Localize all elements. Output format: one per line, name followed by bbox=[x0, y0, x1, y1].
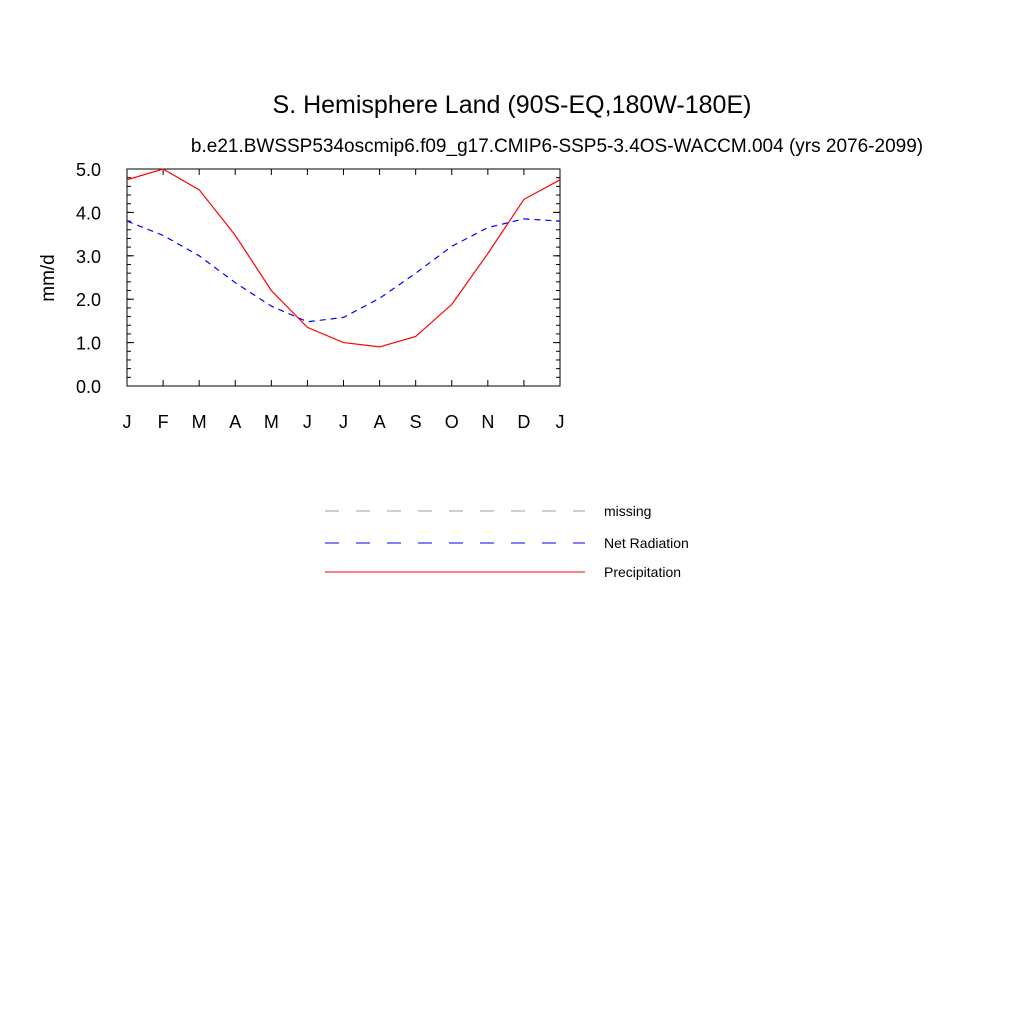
y-tick-label: 1.0 bbox=[75, 333, 101, 354]
x-tick-label: J bbox=[339, 412, 348, 432]
plot-frame bbox=[127, 169, 560, 386]
x-tick-label: J bbox=[302, 412, 312, 432]
series-line-precipitation bbox=[127, 169, 560, 347]
legend-label-precipitation: Precipitation bbox=[604, 564, 682, 580]
x-tick-label: O bbox=[444, 412, 459, 432]
x-tick-label: S bbox=[409, 412, 422, 432]
x-tick-label: N bbox=[481, 412, 495, 432]
chart-subtitle: b.e21.BWSSP534oscmip6.f09_g17.CMIP6-SSP5-3.4OS-WACCM.004 (yrs 2076-2099) bbox=[190, 136, 924, 157]
x-tick-label: A bbox=[229, 412, 242, 432]
x-tick-label: J bbox=[122, 412, 132, 432]
y-tick-label: 0.0 bbox=[75, 377, 101, 397]
x-tick-label: M bbox=[191, 412, 207, 432]
y-tick-label: 2.0 bbox=[75, 290, 101, 311]
y-tick-label: 4.0 bbox=[75, 203, 101, 224]
series-line-net-radiation bbox=[127, 219, 560, 322]
y-tick-label: 5.0 bbox=[75, 160, 101, 180]
x-tick-label: J bbox=[555, 412, 565, 432]
legend-label-missing: missing bbox=[604, 503, 652, 519]
chart-title: S. Hemisphere Land (90S-EQ,180W-180E) bbox=[272, 91, 752, 119]
series-layer bbox=[127, 169, 560, 347]
y-axis-label: mm/d bbox=[38, 254, 59, 302]
legend bbox=[325, 503, 689, 580]
plot-axes bbox=[76, 160, 565, 432]
x-tick-label: A bbox=[373, 412, 386, 432]
x-tick-label: M bbox=[263, 412, 279, 432]
x-tick-label: F bbox=[157, 412, 169, 432]
x-tick-label: D bbox=[517, 412, 531, 432]
y-tick-label: 3.0 bbox=[75, 246, 101, 267]
legend-label-net-radiation: Net Radiation bbox=[604, 535, 689, 551]
